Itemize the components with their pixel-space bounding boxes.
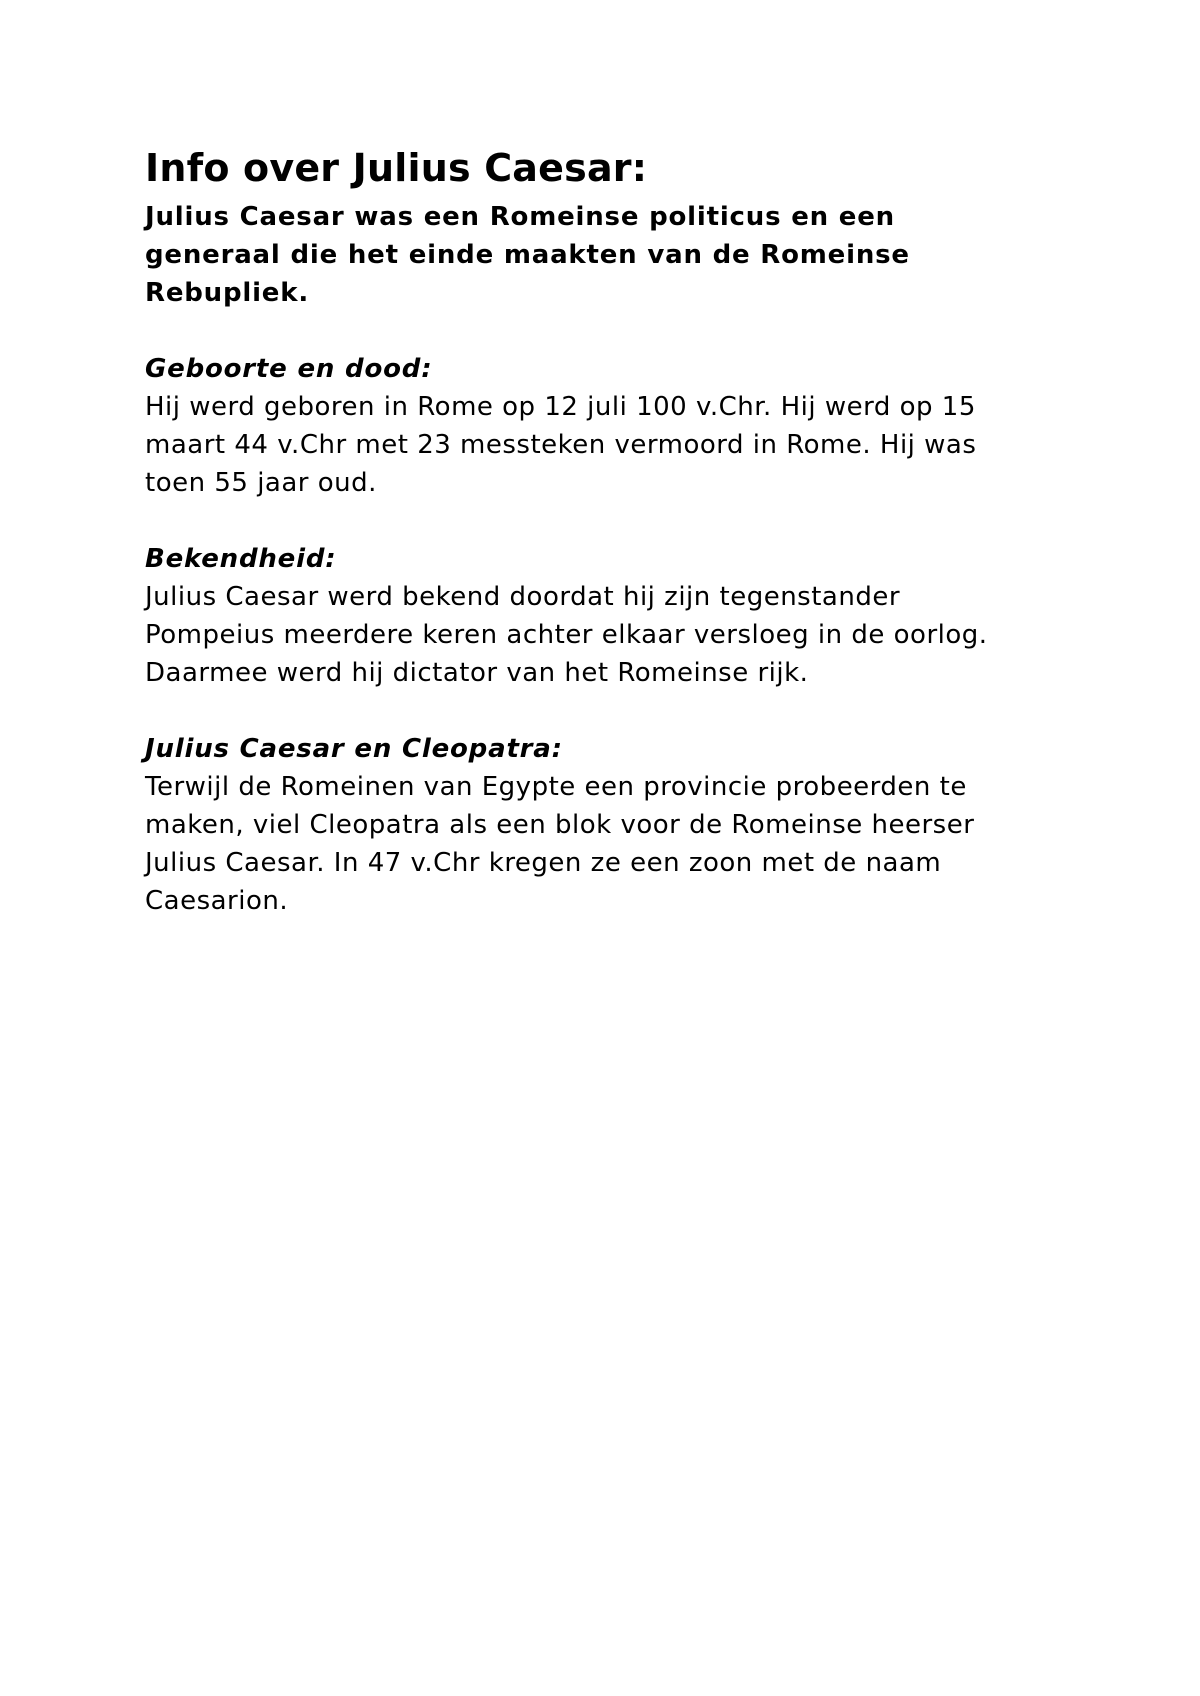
body-line: Hij werd geboren in Rome op 12 juli 100 v.Chr. Hij werd op 15 [145,392,976,422]
body-line: Pompeius meerdere keren achter elkaar versloeg in de oorlog. [145,620,988,650]
body-line: toen 55 jaar oud. [145,468,377,498]
body-line: Julius Caesar werd bekend doordat hij zijn tegenstander [145,582,901,612]
body-line: maken, viel Cleopatra als een blok voor de Romeinse heerser [145,810,975,840]
intro-paragraph [145,198,1045,312]
body-line: Terwijl de Romeinen van Egypte een provincie probeerden te [145,772,967,802]
page-title: Info over Julius Caesar: [145,146,648,190]
document-content [145,138,1045,920]
intro-line: Julius Caesar was een Romeinse politicus en een [145,202,895,232]
body-line: Daarmee werd hij dictator van het Romeinse rijk. [145,658,809,688]
intro-line: Rebupliek. [145,278,310,308]
body-line: maart 44 v.Chr met 23 messteken vermoord in Rome. Hij was [145,430,977,460]
intro-line: generaal die het einde maakten van de Romeinse [145,240,910,270]
section-heading: Geboorte en dood: [145,354,433,384]
section-heading: Julius Caesar en Cleopatra: [145,734,563,764]
section-body [145,578,1045,692]
body-line: Caesarion. [145,886,289,916]
section-fame [145,540,1045,692]
section-cleopatra [145,730,1045,920]
section-body [145,768,1045,920]
body-line: Julius Caesar. In 47 v.Chr kregen ze een zoon met de naam [145,848,942,878]
section-heading: Bekendheid: [145,544,337,574]
section-body [145,388,1045,502]
section-birth-death [145,350,1045,502]
